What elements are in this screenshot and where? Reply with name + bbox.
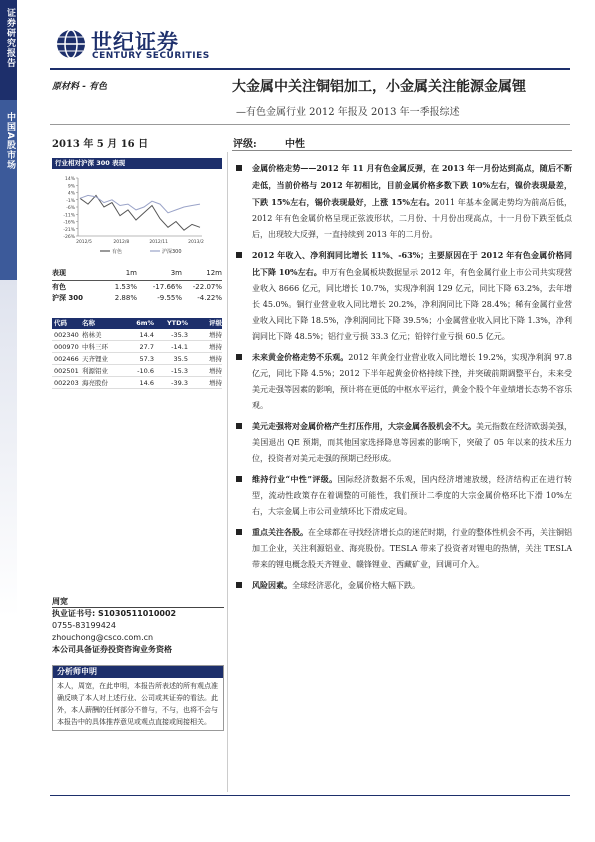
square-bullet-icon	[236, 582, 242, 588]
stock-cell: -15.3	[171, 367, 188, 375]
title-divider	[50, 124, 570, 125]
bullet-text: 美元指数在经济欧弱美强，美国退出 QE 预期，而其他国家选择降息等因素的影响下，突破了 05 年以来的技术压力位，投资者对美元走强的预期已经形成。	[252, 422, 572, 463]
analyst-license: 执业证书号: S1030511010002	[52, 609, 177, 618]
disclaimer-title: 分析师申明	[53, 666, 223, 678]
bullet-text: 国际经济数据不乐观，国内经济增速放缓，经济结构正在进行转型，流动性政策存在着调整的可能性，我们预计二季度的大宗金属价格环比下滑 10%左右，大宗金属上市公司业绩环比下滑成定局。	[252, 475, 573, 516]
stock-cell: 002501	[54, 367, 79, 375]
stock-cell: 增持	[209, 331, 222, 339]
perf-header-cell: 12m	[206, 269, 222, 277]
rating-divider	[232, 150, 572, 151]
legend-label: 沪深300	[162, 249, 182, 255]
y-tick-label: 14%	[64, 177, 75, 182]
stock-cell: 27.7	[139, 343, 154, 351]
chart-title: 行业相对沪深 300 表现	[52, 158, 222, 169]
logo-english: CENTURY SECURITIES	[92, 51, 210, 61]
summary-bullet	[236, 577, 572, 594]
stock-cell: -35.3	[171, 331, 188, 339]
side-bar-top	[0, 0, 17, 100]
rating-value: 中性	[285, 139, 305, 150]
perf-cell: 沪深 300	[52, 294, 84, 302]
analyst-name: 周宽	[52, 597, 68, 606]
stock-header-cell: 代码	[54, 319, 67, 327]
y-tick-label: -1%	[66, 198, 75, 204]
bullet-heading: 美元走强将对金属价格产生打压作用，大宗金属各股机会不大。	[252, 421, 476, 431]
stock-header-cell: 评级	[209, 319, 222, 327]
stock-cell: 14.6	[139, 379, 154, 387]
stock-cell: 57.3	[139, 355, 154, 363]
bullet-heading: 金属价格走势——2012 年 11 月有色金属反弹，在 2013 年一月份达到高点，随后不断走低，当前价格与 2012 年初相比，目前金属价格多数下跌 10%左右，镍价表现最差，下跌 15%左右，锡价表现最好，上涨 15%左右。	[252, 163, 572, 207]
stock-cell: 利源铝业	[82, 367, 108, 375]
header-divider	[50, 68, 570, 70]
performance-row	[52, 293, 222, 304]
report-date: 2013 年 5 月 16 日	[52, 139, 149, 150]
summary-bullet	[236, 524, 572, 573]
bullet-text: 2012 年黄金行业营业收入同比增长 19.2%，实现净利润 97.8 亿元，同比下降 4.5%；2012 下半年起黄金价格持续下挫，并突破前期调整平台，未来受美元走强等因素的影响，预计将在更低的中枢水平运行，黄金个股个年业绩增长态势不容乐观。	[252, 353, 573, 410]
stock-cell: 002203	[54, 379, 79, 387]
stock-header-cell: YTD%	[166, 319, 188, 327]
y-tick-label: 9%	[67, 184, 75, 190]
company-logo	[55, 26, 215, 66]
stock-row	[52, 329, 222, 341]
y-tick-label: -16%	[63, 220, 75, 226]
stock-row	[52, 353, 222, 365]
y-tick-label: 4%	[67, 191, 75, 197]
stock-table	[52, 318, 222, 389]
analyst-divider	[52, 607, 224, 608]
side-bar-rest	[0, 280, 17, 842]
perf-cell: -9.55%	[157, 294, 182, 302]
side-bar-mid	[0, 100, 17, 280]
series-line-sector	[80, 195, 200, 230]
performance-row	[52, 282, 222, 293]
perf-header-cell: 表现	[52, 269, 66, 277]
perf-header-cell: 3m	[170, 269, 182, 277]
bullet-text: 申万有色金属板块数据显示 2012 年，有色金属行业上市公司共实现营业收入 8666 亿元，同比增长 10.7%，实现净利润 129 亿元，同比下降 63.2%，去年增长 45.0%。铜行业营业收入同比增长 20.2%，净利润同比下降 28.4%；稀有金属行业营业收入同比下降 18.5%，净利润同比下降 39.5%；小金属营业收入同比下降 1.3%，净利润同比下降 48.5%；铝行业亏损 33.3 亿元；铅锌行业亏损 60.5 亿元。	[252, 268, 572, 341]
series-line-index	[80, 195, 200, 212]
perf-cell: 2.88%	[114, 294, 137, 302]
bullet-heading: 风险因素。	[252, 580, 292, 590]
stock-cell: 海亮股份	[82, 379, 108, 387]
perf-cell: -22.07%	[192, 283, 222, 291]
perf-cell: -4.22%	[197, 294, 222, 302]
report-title: 大金属中关注铜铝加工，小金属关注能源金属锂	[232, 79, 526, 95]
globe-logo-icon	[55, 26, 87, 62]
stock-cell: 002466	[54, 355, 79, 363]
rating-label: 评级:	[233, 139, 257, 150]
stock-cell: 002340	[54, 331, 79, 339]
report-summary	[236, 160, 572, 598]
x-tick-label: 2012/5	[76, 240, 92, 245]
column-divider	[227, 152, 228, 792]
analyst-info	[52, 596, 224, 656]
y-tick-label: -11%	[63, 213, 75, 219]
stock-header-cell: 6m%	[136, 319, 154, 327]
perf-header-cell: 1m	[125, 269, 137, 277]
chart-svg	[52, 172, 222, 260]
performance-header-row	[52, 268, 222, 279]
bullet-heading: 未来黄金价格走势不乐观。	[252, 352, 349, 362]
report-subtitle: —有色金属行业 2012 年报及 2013 年一季报综述	[236, 107, 460, 118]
y-tick-label: -6%	[66, 206, 75, 211]
analyst-qualification: 本公司具备证券投资咨询业务资格	[52, 645, 172, 654]
side-label-market: 中国A股市场	[5, 112, 15, 170]
stock-cell: 增持	[209, 367, 222, 375]
analyst-email[interactable]: zhouchong@csco.com.cn	[52, 633, 154, 642]
side-bar	[0, 0, 17, 842]
stock-cell: 000970	[54, 343, 79, 351]
square-bullet-icon	[236, 252, 242, 258]
legend-label: 有色	[112, 249, 123, 255]
square-bullet-icon	[236, 476, 242, 482]
stock-cell: -14.1	[171, 343, 188, 351]
summary-bullet	[236, 349, 572, 414]
stock-row	[52, 377, 222, 389]
x-tick-label: 2012/8	[113, 240, 130, 245]
perf-divider	[52, 280, 222, 281]
analyst-disclaimer	[52, 665, 224, 731]
perf-cell: -17.66%	[152, 283, 182, 291]
bullet-heading: 2012 年收入、净利润同比增长 11%、-63%；主要原因在于 2012 年有色金属价格同比下降 10%左右。	[252, 250, 572, 277]
footer-divider	[50, 795, 570, 796]
square-bullet-icon	[236, 165, 242, 171]
analyst-phone: 0755-83199424	[52, 621, 116, 630]
stock-rows	[52, 329, 222, 389]
logo-chinese: 世纪证券	[91, 30, 179, 54]
disclaimer-body: 本人，周宽，在此申明，本报告所表述的所有观点准确反映了本人对上述行业、公司或其证券的看法。此外，本人薪酬的任何部分不曾与，不与，也将不会与本报告中的具体推荐意见或观点直接或间接相关。	[57, 682, 218, 726]
y-tick-label: -26%	[63, 235, 75, 240]
bullet-heading: 重点关注各股。	[252, 527, 308, 537]
stock-cell: 增持	[209, 343, 222, 351]
relative-performance-chart	[52, 172, 222, 260]
stock-header-cell: 名称	[82, 319, 95, 327]
side-label-report: 证券研究报告	[5, 8, 15, 68]
stock-cell: 增持	[209, 379, 222, 387]
summary-bullet	[236, 418, 572, 467]
bullet-text: 在全球都在寻找经济增长点的迷茫时期，行业的整体性机会不再，关注铜铝加工企业，关注利源铝业、海亮股份。TESLA 带来了投资者对锂电的热情，关注 TESLA 带来的锂电概念股天齐锂业、赣锋锂业、西藏矿业，回调可介入。	[252, 528, 572, 569]
stock-cell: 格林美	[82, 331, 102, 339]
y-tick-label: -21%	[63, 227, 75, 233]
perf-cell: 1.53%	[114, 283, 137, 291]
stock-row	[52, 341, 222, 353]
bullet-heading: 维持行业“中性”评级。	[252, 474, 338, 484]
stock-cell: 中科三环	[82, 343, 108, 351]
stock-row	[52, 365, 222, 377]
stock-cell: -10.6	[137, 367, 154, 375]
square-bullet-icon	[236, 423, 242, 429]
stock-cell: 天齐锂业	[82, 355, 108, 363]
bullet-text: 全球经济恶化，金属价格大幅下跌。	[292, 581, 420, 590]
stock-cell: 增持	[209, 355, 222, 363]
summary-bullet	[236, 247, 572, 345]
square-bullet-icon	[236, 354, 242, 360]
perf-cell: 有色	[52, 283, 66, 291]
stock-cell: 14.4	[139, 331, 154, 339]
square-bullet-icon	[236, 529, 242, 535]
summary-bullet	[236, 160, 572, 243]
stock-cell: 35.5	[173, 355, 188, 363]
x-tick-label: 2013/2	[188, 240, 204, 245]
x-tick-label: 2012/11	[149, 240, 169, 245]
stock-cell: -39.3	[171, 379, 188, 387]
summary-bullet	[236, 471, 572, 520]
bullet-text: 2011 年基本金属走势均为前高后低，2012 年有色金属价格呈现正弦波形状，二月份、十月份出现高点，十一月份下跌至低点后，出现较大反弹，一直持续到 2013 年的二月份。	[252, 198, 572, 239]
stock-header-row	[52, 318, 222, 329]
performance-table	[52, 268, 222, 304]
industry-category: 原材料 - 有色	[52, 82, 108, 92]
